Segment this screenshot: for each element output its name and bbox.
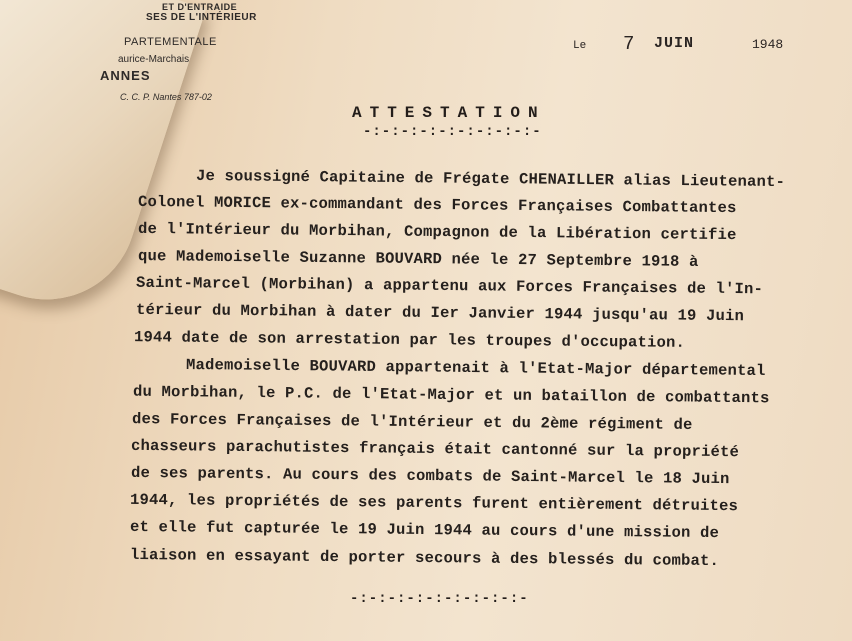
letterhead-ccp: C. C. P. Nantes 787-02 xyxy=(120,92,212,102)
body-line: du Morbihan, le P.C. de l'Etat-Major et un bataillon de combattants xyxy=(132,382,770,408)
letterhead-line: ET D'ENTRAIDE xyxy=(162,2,238,12)
date-month: JUIN xyxy=(654,35,695,52)
letterhead-line: aurice-Marchais xyxy=(118,54,190,65)
body-line: Saint-Marcel (Morbihan) a appartenu aux Forces Françaises de l'In- xyxy=(135,273,764,299)
letterhead-line: PARTEMENTALE xyxy=(124,36,217,48)
body-line: Mademoiselle BOUVARD appartenait à l'Etat-Major départemental xyxy=(185,355,766,381)
body-line: Je soussigné Capitaine de Frégate CHENAILLER alias Lieutenant- xyxy=(195,166,786,192)
body-line: que Mademoiselle Suzanne BOUVARD née le 27 Septembre 1918 à xyxy=(137,247,699,271)
letterhead-line: SES DE L'INTÉRIEUR xyxy=(146,12,257,23)
body-line: de ses parents. Au cours des combats de Saint-Marcel le 18 Juin xyxy=(130,463,730,489)
body-line: de l'Intérieur du Morbihan, Compagnon de la Libération certifie xyxy=(137,219,737,245)
body-line: Colonel MORICE ex-commandant des Forces Françaises Combattantes xyxy=(137,192,737,218)
date-year: 1948 xyxy=(752,37,784,52)
letterhead-city: ANNES xyxy=(100,68,151,83)
body-line: des Forces Françaises de l'Intérieur et du 2ème régiment de xyxy=(131,410,693,434)
body-line: térieur du Morbihan à dater du Ier Janvier 1944 jusqu'au 19 Juin xyxy=(135,300,745,326)
body-line: liaison en essayant de porter secours à des blessés du combat. xyxy=(129,545,720,571)
separator-bottom: -:-:-:-:-:-:-:-:-:- xyxy=(350,591,529,607)
body-line: 1944, les propriétés de ses parents furent entièrement détruites xyxy=(129,490,739,516)
body-line: chasseurs parachutistes français était cantonné sur la propriété xyxy=(130,436,740,462)
date-prefix: Le xyxy=(573,40,587,52)
date-day: 7 xyxy=(623,33,635,55)
body-line: et elle fut capturée le 19 Juin 1944 au cours d'une mission de xyxy=(129,517,720,543)
body-line: 1944 date de son arrestation par les troupes d'occupation. xyxy=(133,328,686,352)
separator-top: -:-:-:-:-:-:-:-:-:- xyxy=(363,124,542,140)
document-title: ATTESTATION xyxy=(352,104,546,122)
